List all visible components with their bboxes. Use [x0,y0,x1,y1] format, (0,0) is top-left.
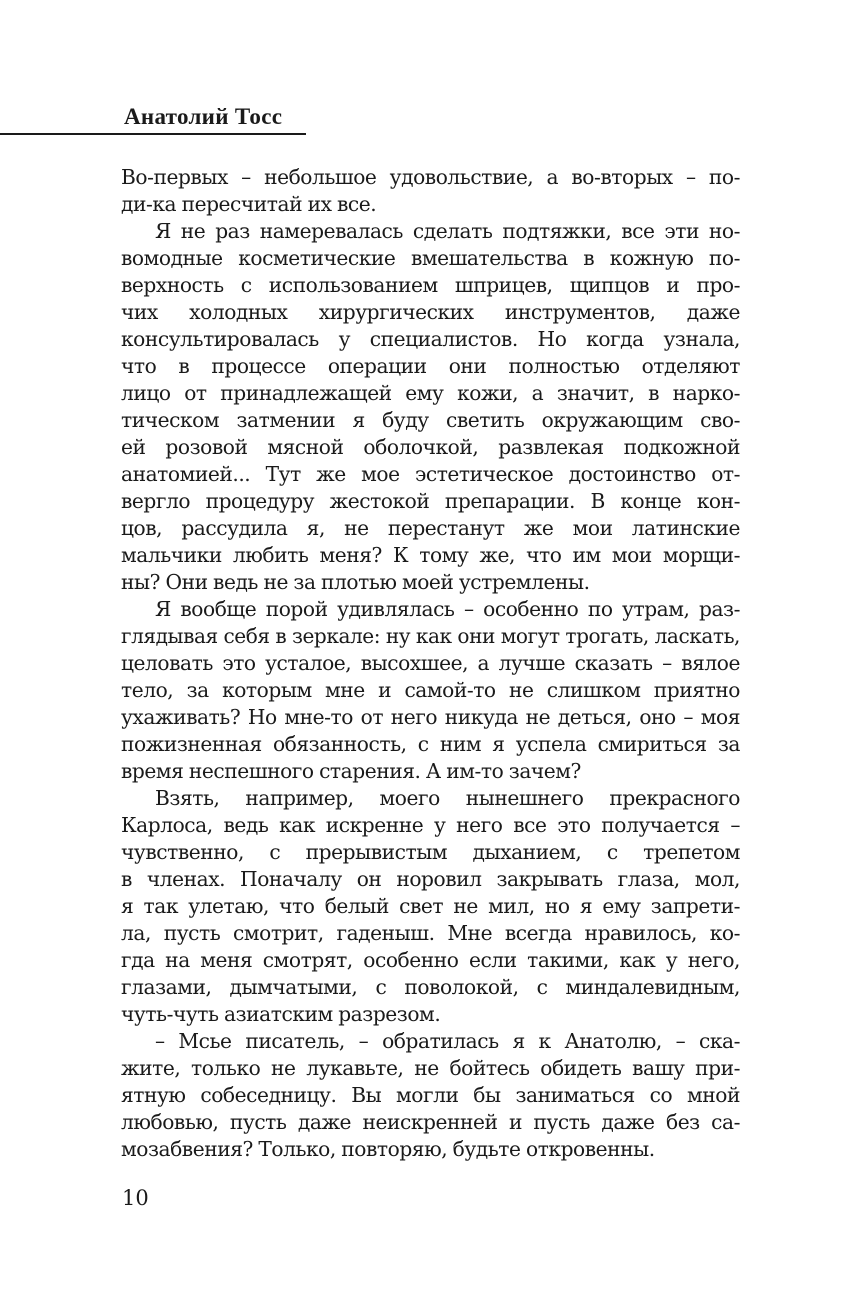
text-line: Карлоса, ведь как искренне у него все это получается – [121,813,740,837]
text-line: ятную собеседницу. Вы могли бы заниматься со мной [121,1083,740,1107]
text-line: мальчики любить меня? К тому же, что им мои морщи- [121,543,740,567]
text-line: Я не раз намеревалась сделать подтяжки, все эти но- [155,219,740,243]
text-line: – Мсье писатель, – обратилась я к Анатолю, – ска- [155,1029,740,1053]
body-text [121,164,740,1163]
text-line: целовать это усталое, высохшее, а лучше сказать – вялое [121,651,740,675]
text-line: глядывая себя в зеркале: ну как они могут трогать, ласкать, [121,624,740,648]
text-line: пожизненная обязанность, с ним я успела смириться за [121,732,740,756]
text-line: чих холодных хирургических инструментов, даже [121,300,740,324]
text-line: анатомией... Тут же мое эстетическое достоинство от- [121,462,740,486]
page-number: 10 [122,1186,149,1210]
text-line: жите, только не лукавьте, не бойтесь обидеть вашу при- [121,1056,740,1080]
text-line: ны? Они ведь не за плотью моей устремлены. [121,570,590,594]
text-line: мозабвения? Только, повторяю, будьте откровенны. [121,1137,655,1161]
text-line: тическом затмении я буду светить окружающим сво- [121,408,740,432]
header-author-title: Анатолий Тосс [124,104,283,129]
text-line: ла, пусть смотрит, гаденыш. Мне всегда нравилось, ко- [121,921,740,945]
text-line: тело, за которым мне и самой-то не слишком приятно [121,678,740,702]
text-line: любовью, пусть даже неискренней и пусть даже без са- [121,1110,740,1134]
text-line: верхность с использованием шприцев, щипцов и про- [121,273,740,297]
text-line: ей розовой мясной оболочкой, развлекая подкожной [121,435,740,459]
text-line: Во-первых – небольшое удовольствие, а во-вторых – по- [121,165,740,189]
text-line: чуть-чуть азиатским разрезом. [121,1002,441,1026]
text-line: гда на меня смотрят, особенно если такими, как у него, [121,948,740,972]
text-line: время неспешного старения. А им-то зачем? [121,759,581,783]
text-line: что в процессе операции они полностью отделяют [121,354,740,378]
text-line: я так улетаю, что белый свет не мил, но я ему запрети- [121,894,740,918]
text-line: чувственно, с прерывистым дыханием, с трепетом [121,840,740,864]
text-line: вомодные косметические вмешательства в кожную по- [121,246,740,270]
text-line: в членах. Поначалу он норовил закрывать глаза, мол, [121,867,740,891]
running-header [0,100,306,138]
text-line: глазами, дымчатыми, с поволокой, с миндалевидным, [121,975,740,999]
text-line: вергло процедуру жестокой препарации. В конце кон- [121,489,740,513]
text-line: цов, рассудила я, не перестанут же мои латинские [121,516,740,540]
text-line: Я вообще порой удивлялась – особенно по утрам, раз- [155,597,740,621]
text-line: Взять, например, моего нынешнего прекрасного [155,786,740,810]
text-line: консультировалась у специалистов. Но когда узнала, [121,327,740,351]
text-line: ухаживать? Но мне-то от него никуда не деться, оно – моя [121,705,740,729]
header-rule [0,133,306,135]
text-line: лицо от принадлежащей ему кожи, а значит, в нарко- [121,381,740,405]
text-line: ди-ка пересчитай их все. [121,192,377,216]
